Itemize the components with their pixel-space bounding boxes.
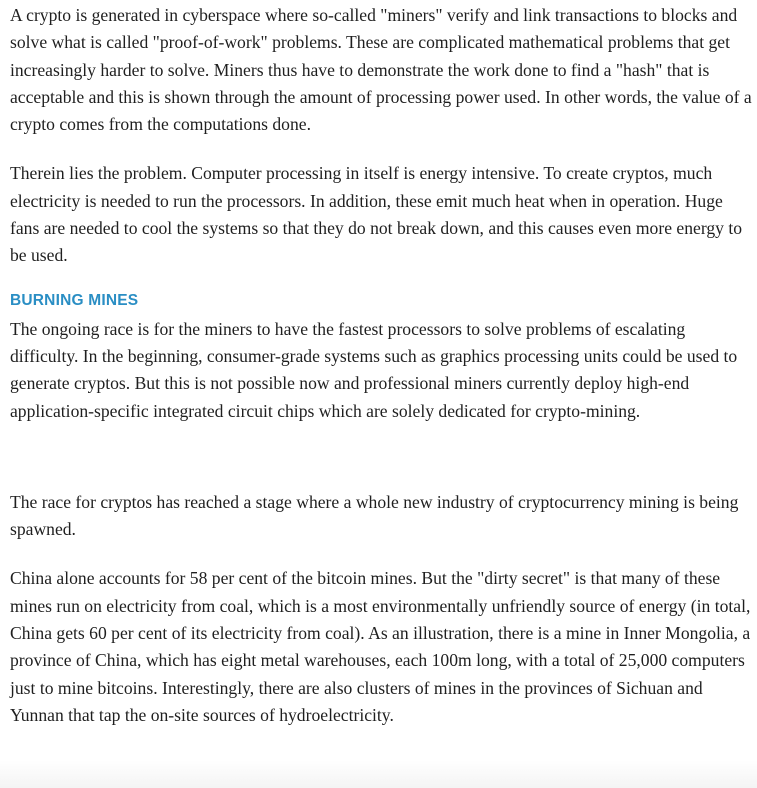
article-paragraph: The ongoing race is for the miners to have the fastest processors to solve problems of escalating difficulty. In the beginning, consumer-grade systems such as graphics processing units could be used to generate cryptos. But this is not possible now and professional miners currently deploy high-end application-specific integrated circuit chips which are solely dedicated for crypto-mining. — [10, 318, 738, 421]
article-paragraph: A crypto is generated in cyberspace where so-called "miners" verify and link transactions to blocks and solve what is called "proof-of-work" problems. These are complicated mathematical problems that get increasingly harder to solve. Miners thus have to demonstrate the work done to find a "hash" that is acceptable and this is shown through the amount of processing power used. In other words, the value of a crypto comes from the computations done. — [10, 5, 752, 135]
bottom-fade-overlay — [0, 760, 757, 788]
article-paragraph: China alone accounts for 58 per cent of the bitcoin mines. But the "dirty secret" is that many of these mines run on electricity from coal, which is a most environmentally unfriendly source of energy (in total, China gets 60 per cent of its electricity from coal). As an illustration, there is a mine in Inner Mongolia, a province of China, which has eight metal warehouses, each 100m long, with a total of 25,000 computers just to mine bitcoins. Interestingly, there are also clusters of mines in the provinces of Sichuan and Yunnan that tap the on-site sources of hydroelectricity. — [10, 568, 751, 725]
article-body — [10, 2, 755, 729]
section-subheading: BURNING MINES — [10, 291, 139, 309]
article-paragraph: Therein lies the problem. Computer processing in itself is energy intensive. To create cryptos, much electricity is needed to run the processors. In addition, these emit much heat when in operation. Huge fans are needed to cool the systems so that they do not break down, and this causes even more energy to be used. — [10, 163, 743, 266]
article-paragraph: The race for cryptos has reached a stage where a whole new industry of cryptocurrency mining is being spawned. — [10, 491, 739, 540]
